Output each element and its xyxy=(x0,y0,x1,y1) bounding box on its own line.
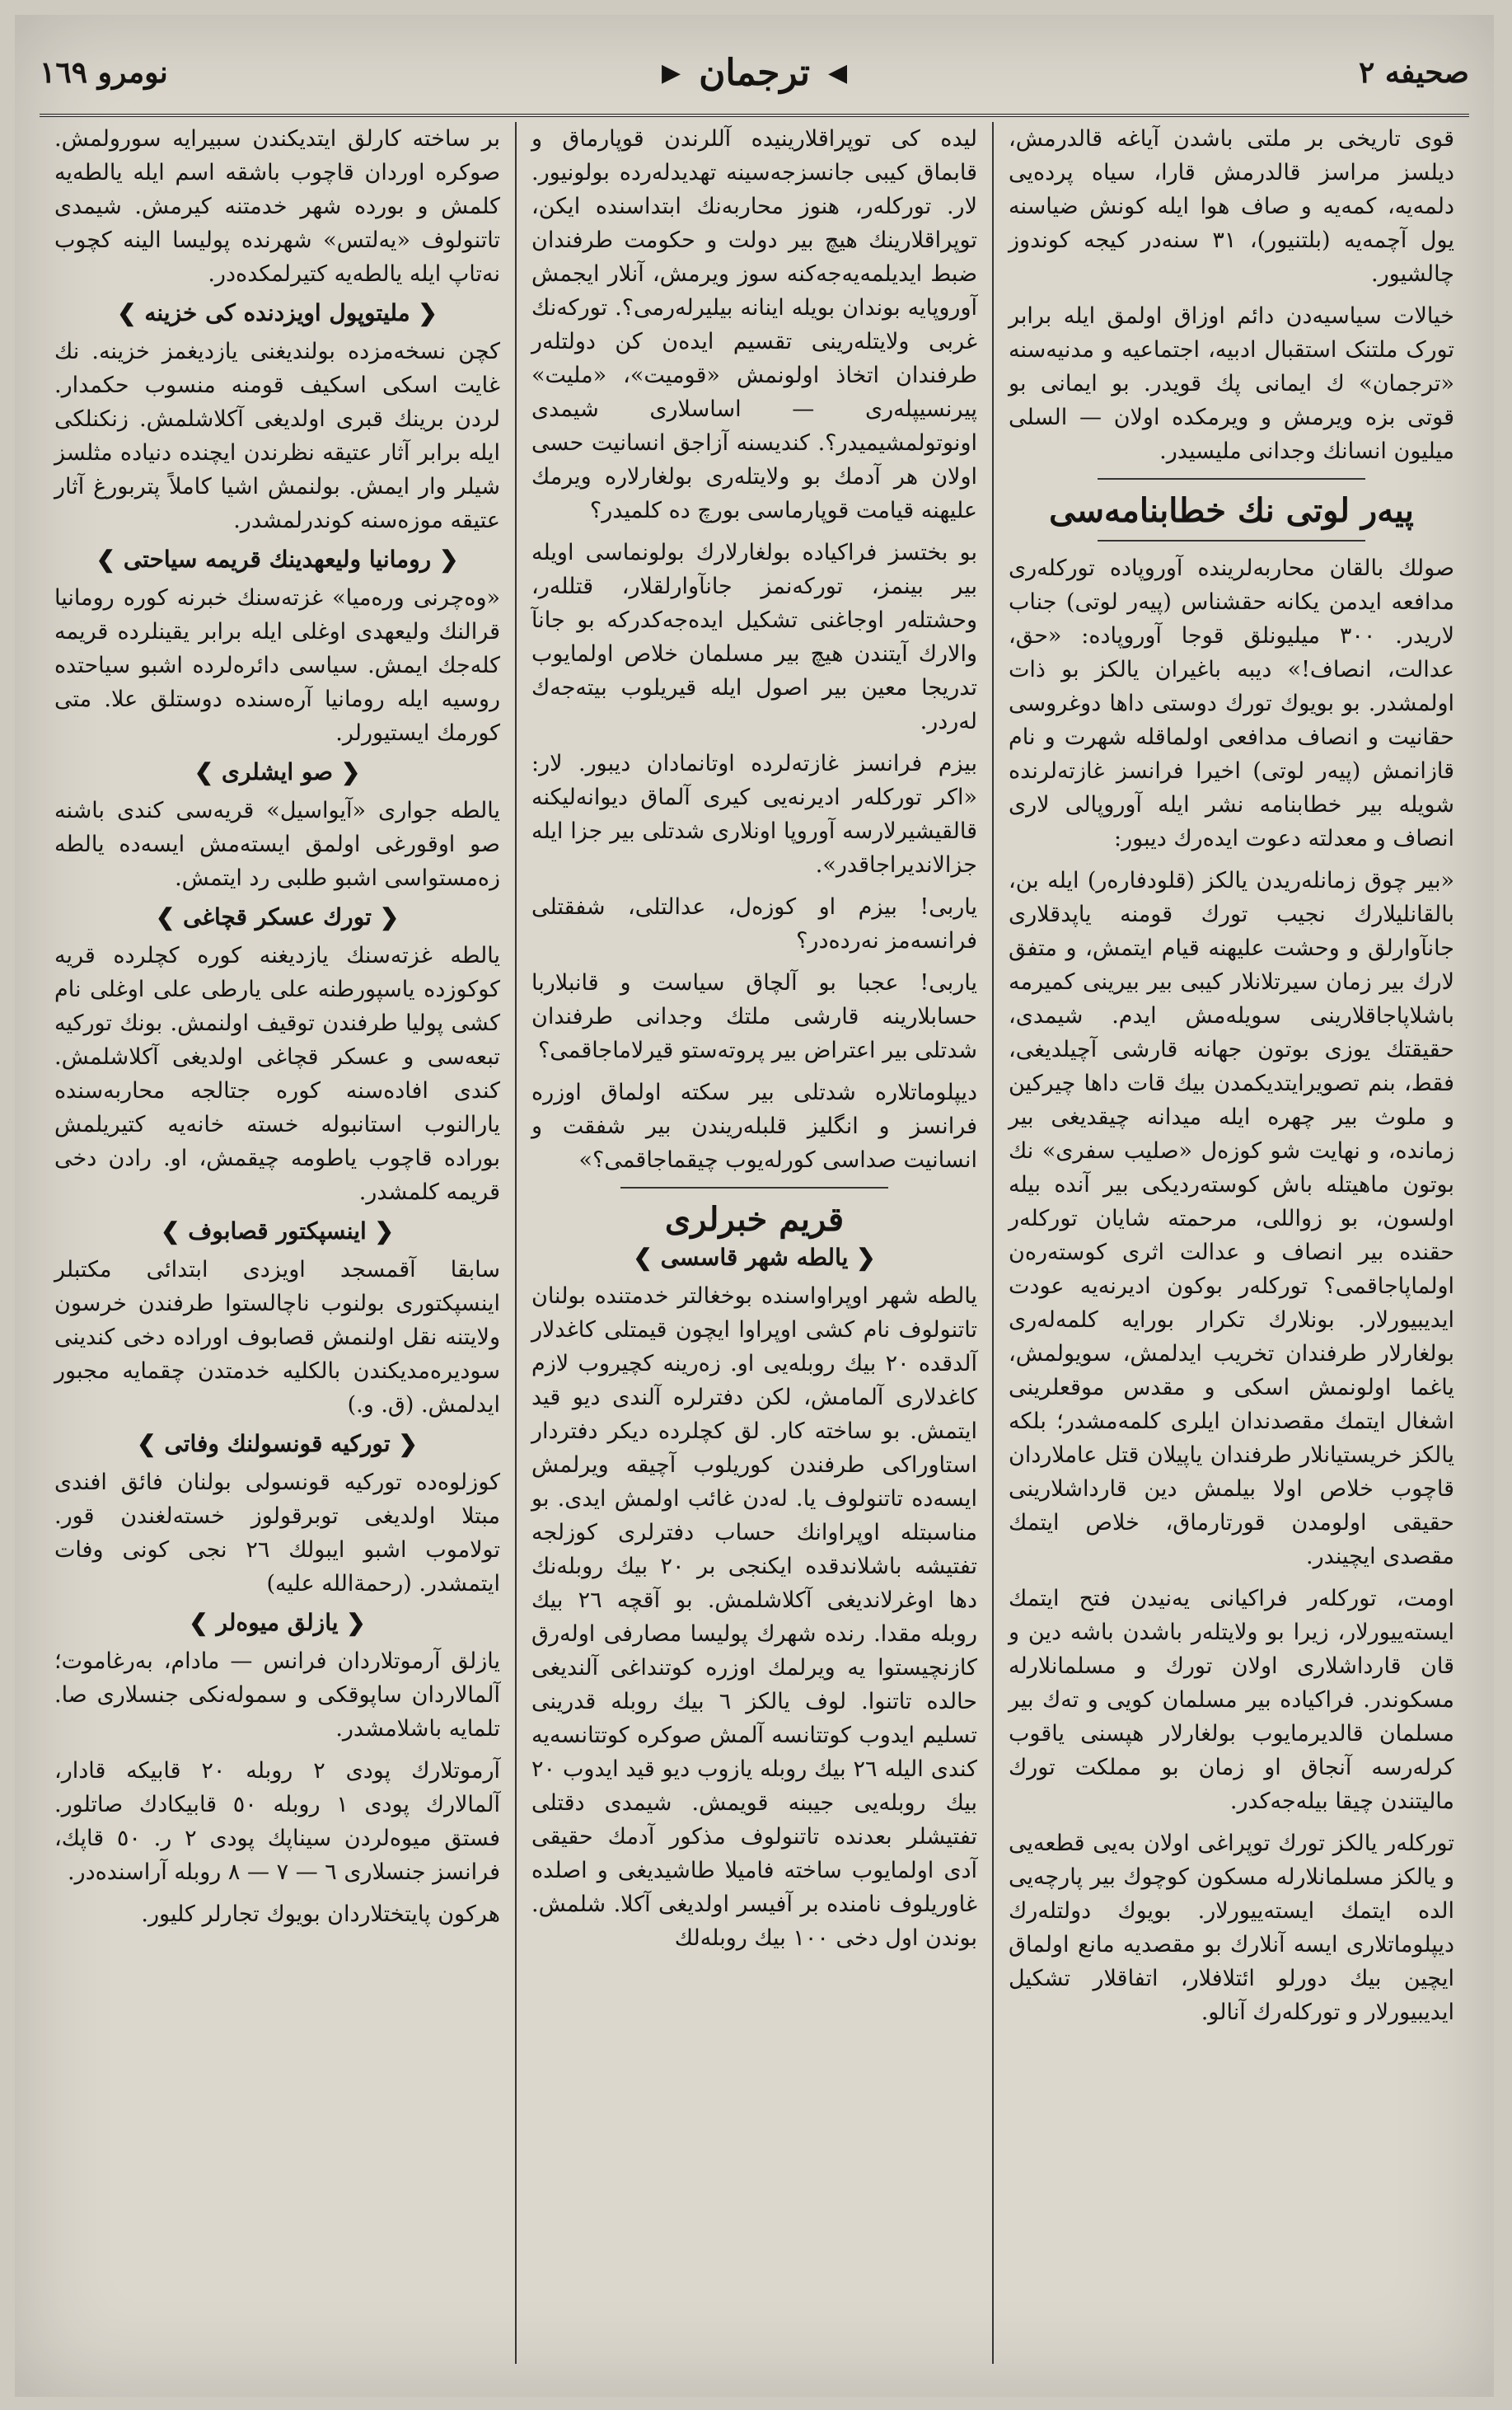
paragraph: بر ساخته کارلق ایتدیکندن سبیرایه سورولمش. صوکره اوردان قاچوب باشقه اسم ایله یالطەیه کلمش و بورده شهر خدمتنه کیرمش. شیمدی تاتنولوف «یەلتس» شهرنده پولیسا الینه کچوب نەتاپ ایله یالطەیه کتیرلمکدەدر. xyxy=(54,126,500,287)
paragraph: آرموتلارك پودی ٢ روبله ٢٠ قابیکه قادار، آلمالارك پودی ١ روبله ٥٠ قابیکادك صاتلور. فستق میوەلردن سیناپك پودی ٢ ر. ٥٠ قاپك، فرانسز جنسلاری ٦ — ٧ — ٨ روبله آراسندەدر. xyxy=(54,1758,501,1885)
section-heading: ❮ رومانیا ولیعهدینك قریمه سیاحتی ❯ xyxy=(96,546,459,573)
paragraph: کوزلوەده تورکیه قونسولی بولنان فائق افندی مبتلا اولدیغی توبرقولوز خستەلغندن قور. تولاموب اشبو ایبولك ٢٦ نجی کونی وفات ایتمشدر. (رحمةالله علیه) xyxy=(54,1470,500,1597)
paragraph: بو بختسز فراکیاده بولغارلارك بولونماسی اویله بیر بینمز، تورکەنمز جانآوارلقلار، قتللەر، وحشتلەر اوجاغنی تشکیل ایدەجەکدرکه بو جانآ والارك آیتندن هیچ بیر مسلمان خلاص اولمایوب تدریجا معین بیر اصول ایله قیریلوب بیتەجەك لەردر. xyxy=(531,540,977,734)
divider xyxy=(1098,478,1365,480)
paragraph: یاربی! بیزم او کوزەل، عدالتلی، شفقتلی فرانسەمز نەردەدر؟ xyxy=(531,894,977,954)
paragraph: لیده کی توپراقلارینیده آللرندن قوپارماق و قابماق کیبی جانسزجەسینه تهدیدلەرده بولونیور. لار. تورکلەر، هنوز محاربەنك ابتداسنده ایکن، توپراقلارینك هیچ بیر دولت و حکومت طرفندان ضبط ایدیلمەیەجەکنه سوز ویرمش، آنلار ایجمش آوروپایه بوندان بویله اینانه بیلیرلەرمی؟. تورکەنك غربی ولایتلەرینی تقسیم ایدەن کن دولتلەر طرفندان اتخاذ اولونمش «قومیت»، «ملیت» پیرنسیپلەری — اساسلاری شیمدی اونوتولمشیمیدر؟. کندیسنه آزاجق انسانیت حسی اولان هر آدمك بو ولایتلەری بولغارلاره ویرمك علیهنه قیامت قوپارماسی بورچ ده کلمیدر؟ xyxy=(531,126,977,523)
paragraph: یاربی! عجبا بو آلچاق سیاست و قانبلاربا حسابلارینه قارشی ملتك وجدانی طرفندان شدتلی بیر اعتراض بیر پروتەستو قیرلاماجاقمی؟ xyxy=(531,970,977,1063)
column-middle xyxy=(517,122,994,2364)
section-heading: ❮ اینسپکتور قصابوف ❯ xyxy=(161,1217,394,1245)
section-heading: ❮ ملیتوپول اویزدنده کی خزینه ❯ xyxy=(117,299,438,326)
paragraph: بیزم فرانسز غازتەلرده اوتانمادان دیبور. لار: «اکر تورکلەر ادیرنەیی کیری آلماق دیوانەلیکنه قالقیشیرلارسه آوروپا اونلاری شدتلی بیر جزا ایله جزالاندیراجاقدر». xyxy=(531,751,977,878)
section-heading: ❮ تورك عسکر قچاغی ❯ xyxy=(155,903,400,931)
paragraph: صولك بالقان محاربەلرینده آوروپاده تورکلەری مدافعه ایدمن یکانه حقشناس (پیەر لوتی) جناب لاریدر. ٣٠٠ میلیونلق قوجا آوروپاده: «حق، عدالت، انصاف!» دیبه باغیران یالکز بو ذات اولمشدر. بو بویوك تورك دوستی داها دوغروسی حقانیت و انصاف مدافعی اولماقله شهرت و نام قازانمش (پیەر لوتی) اخیرا فرانسز غازتەلرنده شویله بیر خطابنامه نشر ایله آوروپالی لاری انصاف و معدلته دعوت ایدەرك دیبور: xyxy=(1009,556,1454,851)
paragraph: خیالات سیاسیەدن دائم اوزاق اولمق ایله برابر تورک ملتنک استقبال ادبیه، اجتماعیه و مدنیەسنه «ترجمان» ك ایمانی پك قویدر. بو ایمانی بو قوتی بزه ویرمش و ویرمکده اولان — السلی میلیون انسانك وجدانی ملیسیدر. xyxy=(1009,303,1454,464)
columns xyxy=(40,122,1469,2364)
paragraph: سابقا آقمسجد اویزدی ابتدائی مکتبلر اینسپکتوری بولنوب ناچالستوا طرفندن خرسون ولایتنه نقل اولنمش قصابوف اوراده دخی کندینی سودیرەمدیکندن بالکلیه خدمتدن چقمایه مجبور ایدلمش. (ق. و.) xyxy=(54,1257,500,1418)
newspaper-page xyxy=(15,15,1494,2397)
paper-name: ترجمان xyxy=(699,51,810,94)
article-title: پیەر لوتی نك خطابنامەسی xyxy=(1049,491,1414,530)
paragraph: یازلق آرموتلاردان فرانس — مادام، بەرغاموت؛ آلمالاردان ساپوقکی و سمولەنکی جنسلاری صا. تلمایه باشلامشدر. xyxy=(54,1648,500,1742)
divider xyxy=(1098,540,1365,542)
column-left xyxy=(40,122,517,2364)
left-ornament-icon: ◀ xyxy=(827,58,848,87)
column-right xyxy=(994,122,1469,2364)
page-number: صحيفه ٢ xyxy=(1358,55,1469,90)
section-heading: ❮ صو ایشلری ❯ xyxy=(194,758,361,785)
masthead xyxy=(40,31,1469,117)
section-heading: ❮ یازلق میوەلر ❯ xyxy=(189,1609,366,1636)
paragraph: یالطه جواری «آیواسیل» قریەسی کندی باشنه صو اوقورغی اولمق ایستەمش ایسەده یالطه زەمستواسی اشبو طلبی رد ایتمش. xyxy=(54,798,500,891)
paragraph: «وەچرنی ورەمیا» غزتەسنك خبرنه کوره رومانیا قرالنك ولیعهدی اوغلی ایله برابر یقینلرده قریمه کلەجك ایمش. سیاسی دائرەلرده اشبو سیاحتده روسیه ایله رومانیا آرەسنده دوستلق علا. متی کورمك ایستیورلر. xyxy=(54,585,500,746)
paper-title xyxy=(662,52,847,94)
paragraph: یالطه غزتەسنك یازدیغنه کوره کچلرده قریه کوکوزده یاسپورطنه علی یارطی علی اوغلی نام کشی پولیا طرفندن توقیف اولنمش. بونك تورکیه تبعەسی و عسکر قچاغی اولدیغی آکلاشلمش. کندی افادەسنه کوره جتالجه محاربەسنده یارالنوب استانبوله خسته خانەیه کتیریلمش بوراده قاچوب یاطومه چیقمش، او. رادن دخی قریمه کلمشدر. xyxy=(54,943,500,1205)
divider xyxy=(620,1187,888,1189)
paragraph: قوى تاريخى بر ملتى باشدن آياغه قالدرمش، دیلسز مراسز قالدرمش قارا، سیاه پردەیی دلمەیه، کمەیه و صاف هوا ایله کونش ضیاسنه یول آچمەیه (بلتنيور)، ٣١ سنەدر کیجه کوندوز چالشیور. xyxy=(1009,126,1454,287)
section-heading: ❮ تورکیه قونسولنك وفاتی ❯ xyxy=(137,1430,418,1457)
right-ornament-icon: ▶ xyxy=(661,58,681,87)
subsection-title: ❮ یالطه شهر قاسسی ❯ xyxy=(633,1244,876,1271)
paragraph: اومت، تورکلەر فراکیانی یەنیدن فتح ایتمك ایستەییورلار، زیرا بو ولایتلەر باشدن باشه دین و قان قارداشلاری اولان تورك و مسلمانلارله مسکوندر. فراکیاده بیر مسلمان کویی و تەك بیر مسلمان قالدیرمایوب بولغارلار هپسنی یاقوب کرلەرسه آنجاق او زمان بو مملکت تورك مالیتندن چیقا بیلەجەکدر. xyxy=(1009,1586,1454,1814)
issue-number: نومرو ١٦٩ xyxy=(40,55,168,90)
paragraph: هرکون پایتختلاردان بویوك تجارلر کلیور. xyxy=(141,1901,500,1927)
paragraph: کچن نسخەمزده بولندیغنی یازدیغمز خزینه. نك غایت اسکی اسکیف قومنه منسوب حکمدار. لردن برینك قبری اولدیغی آکلاشلمش. زنکنلکی ایله برابر آثار عتیقه نظرندن ایچنده دنیاده مثلسز شیلر وار ایمش. بولنمش اشیا کاملاً پتربورغ آثار عتیقه موزەسنه کوندرلمشدر. xyxy=(54,339,500,533)
paragraph: تورکلەر یالکز تورك توپراغی اولان بەیی قطعەیی و یالکز مسلمانلارله مسکون کوچوك بیر پارچه‌یی الده ایتمك ایستەییورلار. بویوك دولتلەرك دیپلوماتلاری ایسه آنلارك بو مقصدیه مانع اولماق ایچین بیك دورلو ائتلافلار، اتفاقلار تشکیل ایدیبیورلار و تورکلەرك آنالو. xyxy=(1009,1831,1454,2025)
section-title: قریم خبرلری xyxy=(664,1200,845,1239)
paragraph: دیپلوماتلاره شدتلی بیر سکته اولماق اوزره فرانسز و انگلیز قلبلەریندن بیر شفقت و انسانیت صداسی کورلەیوب چیقماجاقمی؟» xyxy=(531,1080,977,1173)
paragraph: یالطه شهر اوپراواسنده بوخغالتر خدمتنده بولنان تاتنولوف نام کشی اوپراوا ایچون قیمتلی کاغدلار آلدقده ٢٠ بیك روبلەیی او. زەرینه کچیروب لازم کاغدلاری آلمامش، لکن دفترلره آلندی دیو قید ایتمش. بو ساخته کار. لق کچلرده دیکر دفتردار استاوراکی طرفندن کوریلوب آچیقه ویرلمش ایسەده تاتنولوف یا. لەدن غائب اولمش ایدی. بو مناسبتله اوپراوانك حساب دفترلری کوزلجه تفتیشه باشلاندقده ایکنجی بر ٢٠ بیك روبلەنك دها اوغرلاندیغی آکلاشلمش. بو آقچه ٢٦ بیك روبله مقدا. رنده شهرك پولیسا مصارفی اولەرق کازنچیستوا یه ویرلمك اوزره کوتنداغی آلندیغی حالده تاتنوا. لوف یالکز ٦ بیك روبله قدرینی تسلیم ایدوب کوتتانسه آلمش صوکره کوتتانسەیه کندی الیله ٢٦ بیك روبله یازوب دیو قید ایدوب ٢٠ بیك روبلەیی جیبنه قویمش. شیمدی دقتلی تفتیشلر بعدنده تاتنولوف مذکور آدمك حقیقی آدی اولمایوب ساخته فامیلا طاشیدیغی و اصلده غاوریلوف نامنده بر آفیسر اولدیغی آکلا. شلمش. بوندن اول دخی ١٠٠ بیك روبلەلك xyxy=(531,1283,978,1951)
paragraph: «بیر چوق زمانلەریدن یالکز (قلودفارەر) ایله بن، بالقانلیلارك نجیب تورك قومنه یاپدقلاری جانآوارلق و وحشت علیهنه قیام ایتمش، و متفق لارك بیر زمان سیرتلانلار کیبی بیر بیرینی کمیرمه باشلاپاجاقلارینی سویلەمش ایدم. شیمدی، حقیقتك یوزی بوتون جهانه قارشی آچیلدیغی، فقط، بنم تصویرایتدیکمدن بیك قات داها چیرکین و ملوث بیر چهره ایله میدانه چیقدیغی بیر زمانده، و نهایت شو کوزەل «صلیب سفری» نك بوتون ماهیتله باش کوستەردیکی بیر آنده بیله اولسون، بو زواللی، مرحمته شایان تورکلەر حقنده بیر انصاف و عدالت اثری کوستەرەن اولماپاجاقمی؟ تورکلەر بوکون ادیرنەیه عودت ایدیبیورلار. بونلارك تکرار بورایه کلمەلەری بولغارلار طرفندان تخریب ایدلمش، سویولمش، یاغما اولونمش اسکی و مقدس موقعلرینی اشغال ایتمك مقصدندان ایلری کلمەمشدر؛ بلکه یالکز خریستیانلار طرفندان یاپیلان قتل عاملاردان قاچوب خلاص اولا بیلمش دین قارداشلارینی حقیقی اولومدن قورتارماق، خلاص ایتمك مقصدی ایچیندر. xyxy=(1009,868,1454,1569)
